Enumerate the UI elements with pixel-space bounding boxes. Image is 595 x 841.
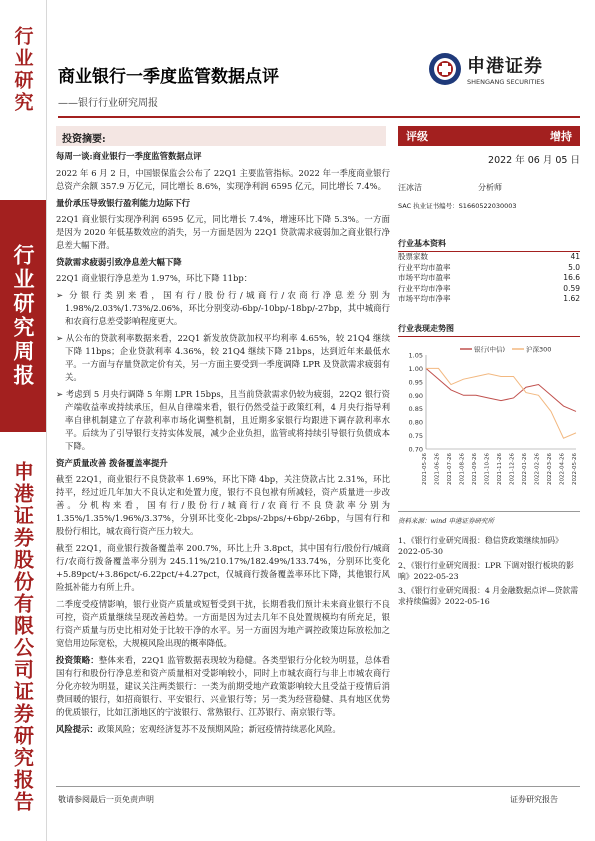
analyst-role: 分析师 bbox=[478, 183, 502, 192]
rating-bar bbox=[398, 126, 580, 146]
paragraph-2: 22Q1 商业银行实现净利润 6595 亿元，同比增长 7.4%，增速环比下降 5.3%。一方面是因为 2020 年低基数效应的消失，另一方面是因为 22Q1 贷款需求疲弱加之商业银行净息差大幅下滑。 bbox=[56, 214, 390, 250]
trend-heading: 行业表现走势图 bbox=[398, 323, 580, 337]
y-tick-label: 0.95 bbox=[408, 377, 423, 386]
x-tick-label: 2021-11-26 bbox=[497, 452, 503, 485]
basics-row bbox=[398, 252, 580, 263]
y-tick-label: 1.05 bbox=[408, 351, 423, 359]
rating-value: 增持 bbox=[550, 130, 572, 143]
basics-value: 5.0 bbox=[568, 262, 580, 272]
heading-3: 资产质量改善 拨备覆盖率提升 bbox=[56, 458, 168, 468]
related-reports bbox=[398, 535, 580, 607]
shengang-logo-icon bbox=[428, 52, 462, 86]
weekly-topic bbox=[56, 150, 390, 163]
x-tick-label: 2022-01-26 bbox=[522, 452, 528, 485]
analyst-name: 汪冰洁 bbox=[398, 183, 422, 192]
trend-chart-svg bbox=[398, 341, 580, 501]
series-line bbox=[426, 368, 576, 411]
strategy-text: 整体来看，22Q1 监管数据表现较为稳健。各类型银行分化较为明显，总体看国有行和股份行净息差和资产质量相对受影响较小，同时上市城农商行与非上市城农商行分化亦较为明显，建议关注两类银行：一类为前期受地产政策影响较大且受益于疫情后消费回暖的银行，如招商银行、平安银行、兴业银行等；另一类为经营稳健、具有地区优势的优质银行，比如江浙地区的宁波银行、常熟银行、江苏银行、南京银行等。 bbox=[56, 655, 391, 717]
logo-name: 申港证券 bbox=[467, 56, 543, 77]
sidebar-top bbox=[0, 0, 46, 140]
basics-row bbox=[398, 273, 580, 284]
bullet-item: ➢ 考虑到 5 月央行调降 5 年期 LPR 15bps，且当前贷款需求仍较为疲弱，22Q2 银行资产端收益率或持续承压，但从自律端来看，银行仍然受益于政策红利，4 月央行指导利率自律机制建立了存款利率市场化调整机制，且近期多家银行均跟进下调存款利率水平。后续为了引导银行支持实体发展，减少企业负担，监管或将持续引导银行负债成本下降。 bbox=[56, 389, 390, 451]
basics-value: 16.6 bbox=[563, 273, 580, 282]
summary-body bbox=[56, 150, 390, 740]
basics-row bbox=[398, 294, 580, 305]
basics-value: 1.62 bbox=[563, 294, 580, 303]
sidebar bbox=[0, 0, 46, 841]
bullet-item: ➢ 从公布的贷款利率数据来看，22Q1 新发放贷款加权平均利率 4.65%，较 21Q4 继续下降 11bps；企业贷款利率 4.36%，较 21Q4 继续下降 21bps，达到近年来最低水平。一方面与存量贷款定价有关，另一方面主要受到一季度调降 LPR 及贷款需求疲弱有关。 bbox=[56, 333, 390, 382]
basics-table bbox=[398, 252, 580, 305]
x-tick-label: 2021-09-26 bbox=[472, 452, 478, 485]
x-tick-label: 2021-10-26 bbox=[484, 452, 491, 485]
y-tick-label: 0.85 bbox=[408, 404, 423, 413]
related-report-item[interactable]: 2、《银行行业研究周报：LPR 下调对银行板块的影响》2022-05-23 bbox=[398, 560, 574, 581]
analyst-sac: SAC 执业证书编号：S1660522030003 bbox=[398, 202, 517, 210]
chart-source: 资料来源：wind 申港证券研究所 bbox=[398, 511, 580, 525]
related-report-item[interactable]: 1、《银行行业研究周报：稳信贷政策继续加码》2022-05-30 bbox=[398, 535, 563, 556]
bullet-text-3: 考虑到 5 月央行调降 5 年期 LPR 15bps，且当前贷款需求仍较为疲弱，22Q2 银行资产端收益率或持续承压，但从自律端来看，银行仍然受益于政策红利，4 月央行指导利率自律机制建立了存款利率市场化调整机制，且近期多家银行均跟进下调存款利率水平。后续为了引导银行支持实体发展，减少企业负担，监管或将持续引导银行负债成本下降。 bbox=[65, 389, 390, 451]
industry-trend bbox=[398, 323, 580, 525]
paragraph-3: 22Q1 商业银行净息差为 1.97%，环比下降 11bp： bbox=[56, 273, 253, 283]
analyst-info bbox=[398, 182, 580, 193]
x-tick-label: 2022-03-26 bbox=[547, 452, 553, 485]
paragraph-4: 截至 22Q1，商业银行不良贷款率 1.69%，环比下降 4bp，关注贷款占比 2.31%，环比持平，经过近几年加大不良认定和处置力度，银行不良包袱有所减轻，资产质量进一步改善。分机构来看，国有行/股份行/城商行/农商行不良贷款率分别为 1.35%/1.35%/1.96%/3.37%，分别环比变化-2bps/-2bps/+6bp/-26bp，与国有行和股份行相比，城农商行资产压力较大。 bbox=[56, 474, 390, 536]
x-tick-label: 2021-12-26 bbox=[509, 452, 516, 485]
x-tick-label: 2021-06-26 bbox=[434, 452, 441, 485]
right-column bbox=[398, 126, 580, 610]
basics-key: 行业平均市盈率 bbox=[398, 262, 451, 272]
basics-key: 行业平均市净率 bbox=[398, 283, 451, 293]
strategy-paragraph bbox=[56, 654, 390, 719]
footer-rule bbox=[56, 786, 580, 787]
paragraph-1: 2022 年 6 月 2 日，中国银保监会公布了 22Q1 主要监管指标。2022 年一季度商业银行总资产余额 357.9 万亿元，同比增长 8.6%，实现净利润 6595 亿元，同比增长 7.4%。 bbox=[56, 168, 390, 191]
y-tick-label: 0.90 bbox=[408, 391, 423, 400]
page-title: 商业银行一季度监管数据点评 bbox=[58, 67, 279, 87]
sidebar-top-label: 行业研究 bbox=[11, 26, 34, 114]
header-rule bbox=[58, 116, 580, 118]
basics-key: 市场平均市净率 bbox=[398, 294, 451, 303]
disclaimer-note: 敬请参阅最后一页免责声明 bbox=[58, 795, 154, 804]
basics-heading: 行业基本资料 bbox=[398, 238, 580, 252]
risk-paragraph bbox=[56, 723, 390, 736]
bullet-text-1: 分银行类别来看，国有行/股份行/城商行/农商行净息差分别为 1.98%/2.03%/1.73%/2.06%，环比分别变动-6bp/-10bp/-18bp/-27bp，其中城商行和农商行息差受影响程度更大。 bbox=[65, 290, 390, 326]
risk-label: 风险提示： bbox=[56, 724, 98, 734]
y-tick-label: 0.75 bbox=[408, 431, 423, 440]
y-tick-label: 0.70 bbox=[408, 445, 423, 453]
y-tick-label: 1.00 bbox=[408, 364, 423, 373]
sidebar-report-type bbox=[0, 200, 46, 432]
y-tick-label: 0.80 bbox=[408, 418, 423, 427]
x-tick-label: 2022-02-26 bbox=[534, 452, 541, 485]
rating-label: 评级 bbox=[406, 130, 428, 143]
x-tick-label: 2022-05-26 bbox=[572, 452, 578, 485]
x-tick-label: 2022-04-26 bbox=[559, 452, 566, 485]
heading-1: 量价承压导致银行盈利能力边际下行 bbox=[56, 198, 190, 208]
basics-key: 市场平均市盈率 bbox=[398, 273, 451, 282]
basics-row bbox=[398, 263, 580, 274]
sidebar-divider bbox=[46, 0, 47, 841]
paragraph-6: 二季度受疫情影响，银行业资产质量或短暂受到干扰，长期看我们预计未来商业银行不良可控，资产质量继续呈现改善趋势。一方面是因为过去几年不良处置规模均有所充足，银行资产质量与历史比相对处于比较干净的水平。另一方面因为地产调控政策边际放松加之宽信用边际宽松，大规模风险出现的概率降低。 bbox=[56, 599, 390, 648]
weekly-label: 每周一谈: bbox=[56, 151, 93, 161]
report-date: 2022 年 06 月 05 日 bbox=[488, 155, 580, 166]
report-type-note: 证券研究报告 bbox=[510, 795, 558, 804]
page-subtitle: ——银行行业研究周报 bbox=[58, 98, 158, 109]
basics-key: 股票家数 bbox=[398, 252, 428, 261]
industry-basics bbox=[398, 238, 580, 305]
x-tick-label: 2021-07-26 bbox=[447, 452, 453, 485]
sidebar-bottom-label: 申港证券股份有限公司证券研究报告 bbox=[10, 460, 35, 813]
sidebar-company bbox=[0, 432, 46, 841]
company-logo bbox=[428, 52, 545, 86]
legend-label: 沪深300 bbox=[526, 345, 552, 353]
bullet-item: ➢ 分银行类别来看，国有行/股份行/城商行/农商行净息差分别为 1.98%/2.03%/1.73%/2.06%，环比分别变动-6bp/-10bp/-18bp/-27bp，其中城商行和农商行息差受影响程度更大。 bbox=[56, 290, 390, 326]
risk-text: 政策风险；宏观经济复苏不及预期风险；新冠疫情持续恶化风险。 bbox=[97, 724, 341, 734]
summary-heading: 投资摘要: bbox=[56, 126, 386, 146]
logo-english: SHENGANG SECURITIES bbox=[467, 78, 545, 86]
bullet-text-2: 从公布的贷款利率数据来看，22Q1 新发放贷款加权平均利率 4.65%，较 21Q4 继续下降 11bps；企业贷款利率 4.36%，较 21Q4 继续下降 21bps，达到近年来最低水平。一方面与存量贷款定价有关，另一方面主要受到一季度调降 LPR 及贷款需求疲弱有关。 bbox=[65, 333, 390, 382]
weekly-title: 商业银行一季度监管数据点评 bbox=[92, 151, 202, 161]
legend-label: 银行(中信) bbox=[474, 345, 506, 353]
strategy-label: 投资策略： bbox=[56, 655, 99, 665]
basics-value: 41 bbox=[570, 252, 580, 261]
paragraph-5: 截至 22Q1，商业银行拨备覆盖率 200.7%，环比上升 3.8pct，其中国有行/股份行/城商行/农商行拨备覆盖率分别为 245.11%/210.17%/182.49%/133.74%，分别环比变化+5.89pct/+3.86pct/-6.22pct/+4.27pct，仅城商行拨备覆盖率环比下降，其他银行风险抵补能力有所上升。 bbox=[56, 543, 390, 592]
x-tick-label: 2021-05-26 bbox=[422, 452, 428, 485]
related-report-item[interactable]: 3、《银行行业研究周报：4 月金融数据点评—贷款需求持续偏弱》2022-05-16 bbox=[398, 585, 579, 606]
sidebar-mid-label: 行业研究周报 bbox=[11, 244, 36, 388]
x-tick-label: 2021-08-26 bbox=[459, 452, 466, 485]
basics-row bbox=[398, 284, 580, 295]
series-line bbox=[426, 368, 576, 438]
basics-value: 0.59 bbox=[563, 283, 580, 293]
trend-chart bbox=[398, 341, 580, 505]
heading-2: 贷款需求疲弱引致净息差大幅下降 bbox=[56, 257, 182, 267]
